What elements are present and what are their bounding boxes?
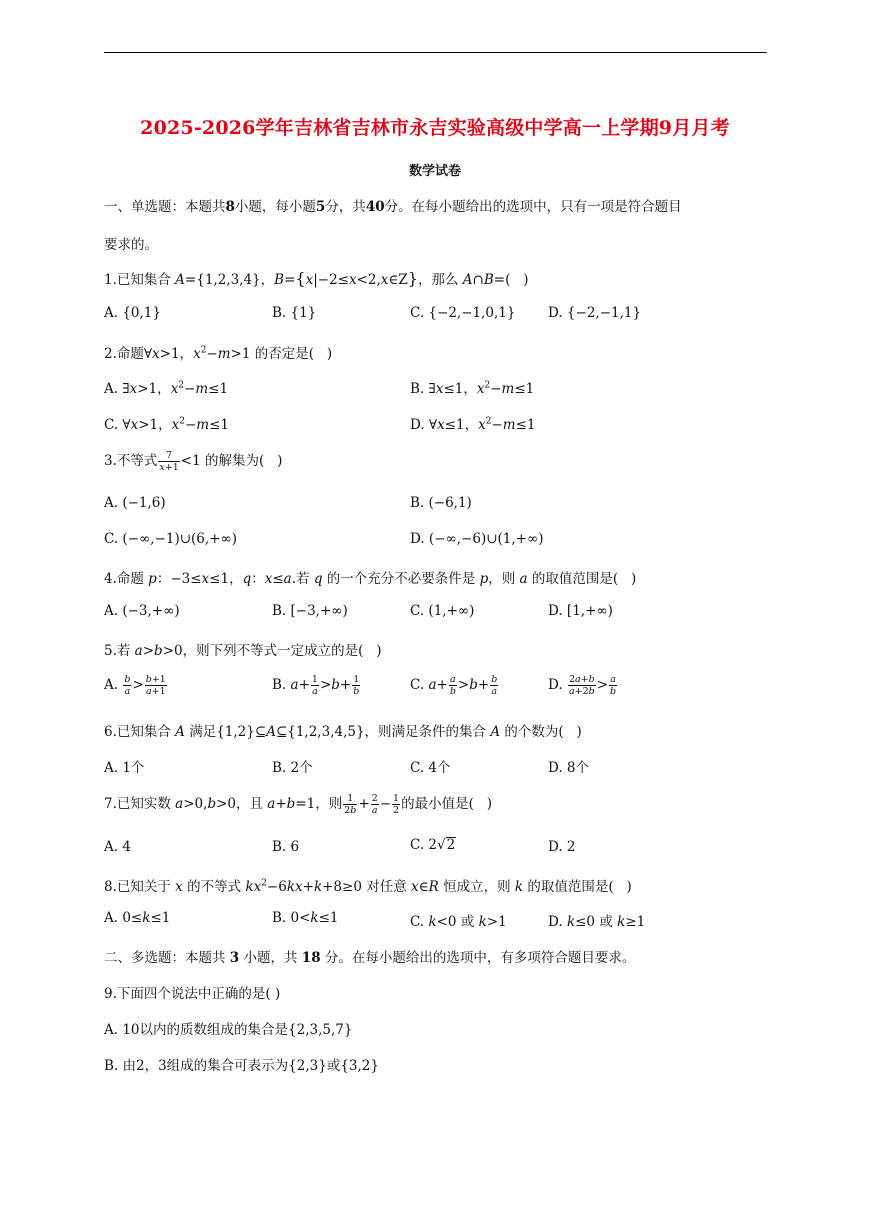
header-rule bbox=[104, 52, 767, 53]
question-5-option-c: C. a+ $\frac{a}{b}$ >b+ $\frac{b}{a}$ bbox=[410, 674, 498, 697]
question-8-option-b: B. 0<k≤1 bbox=[272, 910, 339, 926]
question-9-stem: 9.下面四个说法中正确的是( ) bbox=[104, 986, 281, 1002]
section1-intro-line1: 一、单选题：本题共8小题，每小题5分，共40分。在每小题给出的选项中，只有一项是符合题目 bbox=[104, 199, 682, 215]
question-9-option-a: A. 10以内的质数组成的集合是{2,3,5,7} bbox=[104, 1022, 353, 1038]
question-2-option-c: C. ∀x>1，$x^2-m\le 1$ bbox=[104, 416, 229, 433]
question-1-option-a: A. {0,1} bbox=[104, 305, 161, 321]
question-8-option-c: C. k<0 或 k>1 bbox=[410, 914, 507, 930]
question-7-option-a: A. 4 bbox=[104, 839, 131, 855]
page-subtitle: 数学试卷 bbox=[408, 164, 461, 179]
question-1-option-d: D. {−2,−1,1} bbox=[548, 305, 642, 321]
question-4-option-d: D. [1,+∞) bbox=[548, 603, 613, 619]
question-5-option-b: B. a+ $\frac{1}{a}$ >b+ $\frac{1}{b}$ bbox=[272, 674, 360, 697]
question-3-option-b: B. (−6,1) bbox=[410, 495, 472, 511]
question-5-option-a: A. $\frac{b}{a}$ > $\frac{b+1}{a+1}$ bbox=[104, 674, 166, 697]
question-1-option-b: B. {1} bbox=[272, 305, 317, 321]
question-2-option-d: D. ∀x≤1，$x^2-m\le 1$ bbox=[410, 416, 536, 433]
question-4-option-a: A. (−3,+∞) bbox=[104, 603, 180, 619]
question-1-option-c: C. {−2,−1,0,1} bbox=[410, 305, 516, 321]
question-6-option-b: B. 2个 bbox=[272, 760, 313, 776]
question-1-stem: 1.已知集合 A={1,2,3,4}，B={x|−2≤x<2,x∈Z}，那么 A∩B=( ) bbox=[104, 269, 529, 288]
question-3-option-a: A. (−1,6) bbox=[104, 495, 166, 511]
question-8-option-a: A. 0≤k≤1 bbox=[104, 910, 171, 926]
question-2-option-a: A. ∃x>1，$x^2-m\le 1$ bbox=[104, 380, 229, 397]
question-3-option-c: C. (−∞,−1)∪(6,+∞) bbox=[104, 531, 237, 547]
page-title: 2025-2026学年吉林省吉林市永吉实验高级中学高一上学期9月月考 bbox=[140, 117, 730, 139]
question-5-option-d: D. $\frac{2a+b}{a+2b}$ > $\frac{a}{b}$ bbox=[548, 674, 617, 697]
question-6-option-a: A. 1个 bbox=[104, 760, 145, 776]
question-5-stem: 5.若 a>b>0，则下列不等式一定成立的是( ) bbox=[104, 643, 382, 659]
question-3-stem: 3.不等式 $\frac{7}{x+1}$ <1 的解集为( ) bbox=[104, 450, 283, 473]
question-6-option-c: C. 4个 bbox=[410, 760, 451, 776]
question-7-stem: 7.已知实数 a>0,b>0，且 a+b=1，则 $\frac{1}{2b}$ + $\frac{2}{a}$ − $\frac{1}{2}$ 的最小值是( ) bbox=[104, 793, 493, 816]
question-7-option-d: D. 2 bbox=[548, 839, 576, 855]
question-2-stem: 2.命题∀x>1，$x^2-m>1$ 的否定是( ) bbox=[104, 345, 333, 362]
question-6-stem: 6.已知集合 A 满足{1,2}⊆A⊆{1,2,3,4,5}，则满足条件的集合 A 的个数为( ) bbox=[104, 724, 582, 740]
question-7-option-c: C. 2√2 bbox=[410, 837, 456, 853]
question-4-option-c: C. (1,+∞) bbox=[410, 603, 475, 619]
question-2-option-b: B. ∃x≤1，$x^2-m\le 1$ bbox=[410, 380, 535, 397]
question-3-option-d: D. (−∞,−6)∪(1,+∞) bbox=[410, 531, 544, 547]
question-4-option-b: B. [−3,+∞) bbox=[272, 603, 348, 619]
question-8-option-d: D. k≤0 或 k≥1 bbox=[548, 914, 646, 930]
question-7-option-b: B. 6 bbox=[272, 839, 300, 855]
question-6-option-d: D. 8个 bbox=[548, 760, 590, 776]
question-9-option-b: B. 由2，3组成的集合可表示为{2,3}或{3,2} bbox=[104, 1058, 379, 1074]
section2-intro: 二、多选题：本题共 3 小题，共 18 分。在每小题给出的选项中，有多项符合题目要求。 bbox=[104, 950, 636, 966]
question-4-stem: 4.命题 p：−3≤x≤1，q：x≤a.若 q 的一个充分不必要条件是 p，则 a 的取值范围是( ) bbox=[104, 571, 637, 587]
question-8-stem: 8.已知关于 x 的不等式 $kx^2-6kx+k+8\ge 0$ 对任意 x∈R 恒成立，则 k 的取值范围是( ) bbox=[104, 878, 632, 895]
section1-intro-line2: 要求的。 bbox=[104, 237, 158, 253]
